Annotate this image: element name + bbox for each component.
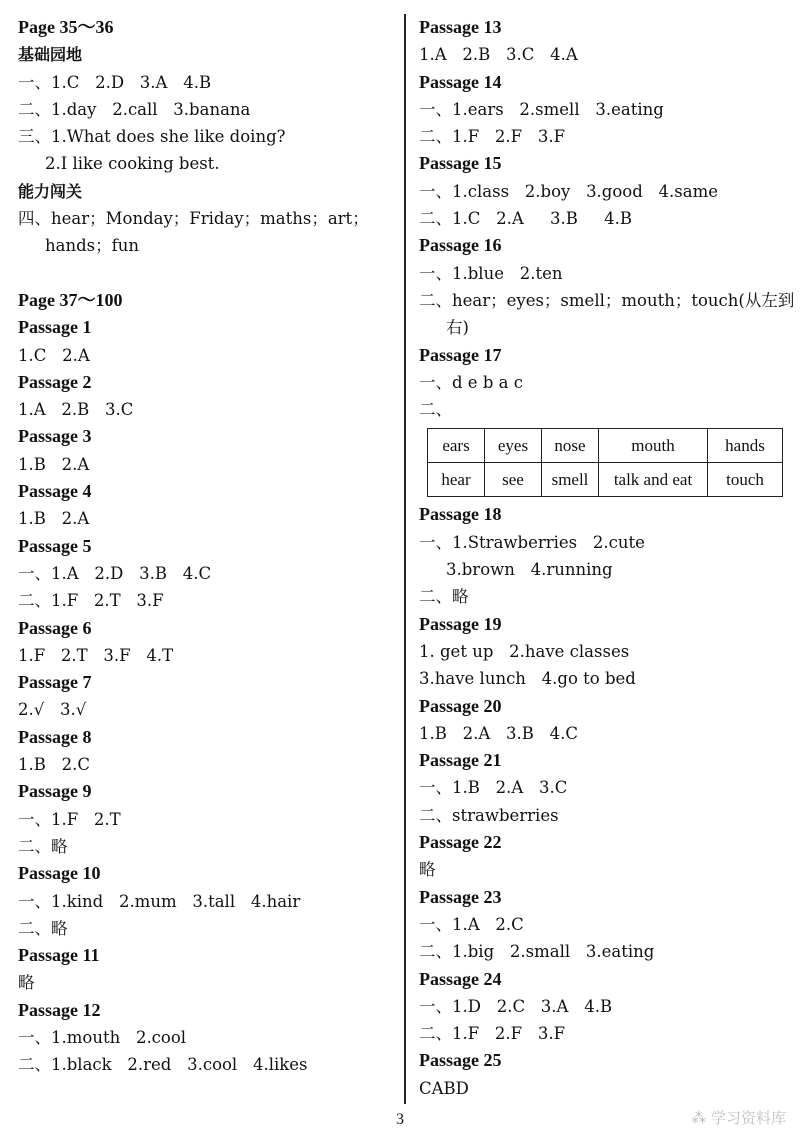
answer-line: 二、略 bbox=[18, 836, 68, 856]
answer-line: CABD bbox=[419, 1078, 469, 1098]
section-heading: Passage 9 bbox=[18, 781, 92, 802]
watermark bbox=[691, 1107, 786, 1128]
section-heading: Passage 22 bbox=[419, 832, 502, 853]
section-heading: Passage 5 bbox=[18, 535, 92, 556]
answer-line: 二、1.black 2.red 3.cool 4.likes bbox=[18, 1055, 308, 1075]
answer-line: 一、1.B 2.A 3.C bbox=[419, 778, 568, 798]
section-heading: Page 35～36 bbox=[18, 17, 114, 37]
left-column bbox=[18, 14, 388, 1079]
answer-line: 一、1.Strawberries 2.cute bbox=[419, 532, 645, 552]
table-cell: talk and eat bbox=[599, 463, 708, 497]
table-cell: hands bbox=[708, 429, 783, 463]
table-cell: hear bbox=[428, 463, 485, 497]
section-heading: Passage 25 bbox=[419, 1050, 502, 1071]
answer-line: 一、1.C 2.D 3.A 4.B bbox=[18, 72, 212, 92]
answer-line: 一、1.blue 2.ten bbox=[419, 263, 563, 283]
answer-line: 二、1.F 2.F 3.F bbox=[419, 127, 566, 147]
page-number: 3 bbox=[396, 1111, 404, 1128]
watermark-text: 学习资料库 bbox=[710, 1109, 786, 1127]
section-heading: Passage 20 bbox=[419, 695, 502, 716]
answer-line: 二、略 bbox=[419, 587, 469, 607]
answer-line: 二、1.big 2.small 3.eating bbox=[419, 942, 655, 962]
answer-line: 1. get up 2.have classes bbox=[419, 641, 630, 661]
senses-table bbox=[427, 428, 783, 497]
section-heading: Passage 23 bbox=[419, 886, 502, 907]
table-cell: see bbox=[485, 463, 542, 497]
table-row bbox=[428, 463, 783, 497]
section-heading: Passage 19 bbox=[419, 613, 502, 634]
answer-line: 1.B 2.A bbox=[18, 509, 90, 529]
answer-line: 3.brown 4.running bbox=[446, 560, 613, 580]
answer-line: 一、1.A 2.D 3.B 4.C bbox=[18, 563, 212, 583]
section-heading: Passage 21 bbox=[419, 750, 502, 771]
spacer bbox=[18, 260, 388, 287]
right-column bbox=[419, 14, 795, 1102]
answer-line: 3.have lunch 4.go to bed bbox=[419, 669, 636, 689]
right-bottom-answers bbox=[419, 501, 789, 1102]
section-heading: Passage 16 bbox=[419, 235, 502, 256]
section-heading: Page 37～100 bbox=[18, 289, 123, 310]
answer-line: 一、1.mouth 2.cool bbox=[18, 1027, 187, 1047]
section-heading: Passage 17 bbox=[419, 344, 502, 365]
answer-line: 二、 bbox=[419, 400, 452, 420]
answer-line: 一、1.A 2.C bbox=[419, 914, 524, 934]
answer-line: 1.B 2.A 3.B 4.C bbox=[419, 723, 578, 743]
answer-line: 一、1.F 2.T bbox=[18, 809, 121, 829]
subsection-heading: 能力闯关 bbox=[18, 181, 83, 201]
answer-line: 右) bbox=[446, 318, 469, 338]
section-heading: Passage 24 bbox=[419, 968, 502, 989]
table-cell: ears bbox=[428, 429, 485, 463]
answer-line: hands；fun bbox=[45, 236, 139, 256]
answer-line: 略 bbox=[18, 973, 35, 993]
section-heading: Passage 7 bbox=[18, 672, 92, 693]
section-heading: Passage 4 bbox=[18, 481, 92, 502]
section-heading: Passage 18 bbox=[419, 504, 502, 525]
answer-line: 一、1.ears 2.smell 3.eating bbox=[419, 99, 664, 119]
table-cell: touch bbox=[708, 463, 783, 497]
table-cell: smell bbox=[542, 463, 599, 497]
section-heading: Passage 3 bbox=[18, 426, 92, 447]
column-divider bbox=[404, 14, 406, 1104]
table-cell: mouth bbox=[599, 429, 708, 463]
answer-line: 一、1.kind 2.mum 3.tall 4.hair bbox=[18, 891, 301, 911]
subsection-heading: 基础园地 bbox=[18, 45, 83, 65]
section-heading: Passage 13 bbox=[419, 17, 502, 37]
answer-line: 2.I like cooking best. bbox=[45, 154, 220, 174]
answer-line: 二、strawberries bbox=[419, 805, 559, 825]
answer-line: 二、hear；eyes；smell；mouth；touch(从左到 bbox=[419, 290, 795, 310]
answer-line: 1.A 2.B 3.C bbox=[18, 400, 134, 420]
section-heading: Passage 15 bbox=[419, 153, 502, 174]
answer-line: 1.A 2.B 3.C 4.A bbox=[419, 45, 578, 65]
section-heading: Passage 10 bbox=[18, 863, 101, 884]
answer-line: 二、1.F 2.F 3.F bbox=[419, 1024, 566, 1044]
section-heading: Passage 8 bbox=[18, 726, 92, 747]
section-heading: Passage 12 bbox=[18, 999, 101, 1020]
watermark-icon: ⁂ bbox=[691, 1109, 707, 1127]
table-row bbox=[428, 429, 783, 463]
section-heading: Passage 11 bbox=[18, 945, 100, 966]
answer-line: 略 bbox=[419, 860, 436, 880]
section-heading: Passage 2 bbox=[18, 371, 92, 392]
answer-line: 二、略 bbox=[18, 918, 68, 938]
answer-line: 1.F 2.T 3.F 4.T bbox=[18, 645, 174, 665]
answer-line: 一、1.D 2.C 3.A 4.B bbox=[419, 996, 613, 1016]
answer-line: 2.√ 3.√ bbox=[18, 700, 87, 720]
answer-line: 1.C 2.A bbox=[18, 345, 90, 365]
section-heading: Passage 14 bbox=[419, 71, 502, 92]
answer-line: 二、1.C 2.A 3.B 4.B bbox=[419, 209, 632, 229]
answer-line: 三、1.What does she like doing? bbox=[18, 127, 286, 147]
section-heading: Passage 1 bbox=[18, 317, 92, 338]
right-top-answers bbox=[419, 14, 795, 423]
answer-line: 二、1.day 2.call 3.banana bbox=[18, 99, 251, 119]
answer-line: 二、1.F 2.T 3.F bbox=[18, 591, 164, 611]
table-cell: eyes bbox=[485, 429, 542, 463]
answer-line: 一、d e b a c bbox=[419, 372, 523, 392]
table-cell: nose bbox=[542, 429, 599, 463]
answer-line: 四、hear；Monday；Friday；maths；art； bbox=[18, 209, 369, 229]
answer-line: 1.B 2.C bbox=[18, 755, 90, 775]
answer-line: 1.B 2.A bbox=[18, 454, 90, 474]
answer-line: 一、1.class 2.boy 3.good 4.same bbox=[419, 181, 718, 201]
section-heading: Passage 6 bbox=[18, 617, 92, 638]
